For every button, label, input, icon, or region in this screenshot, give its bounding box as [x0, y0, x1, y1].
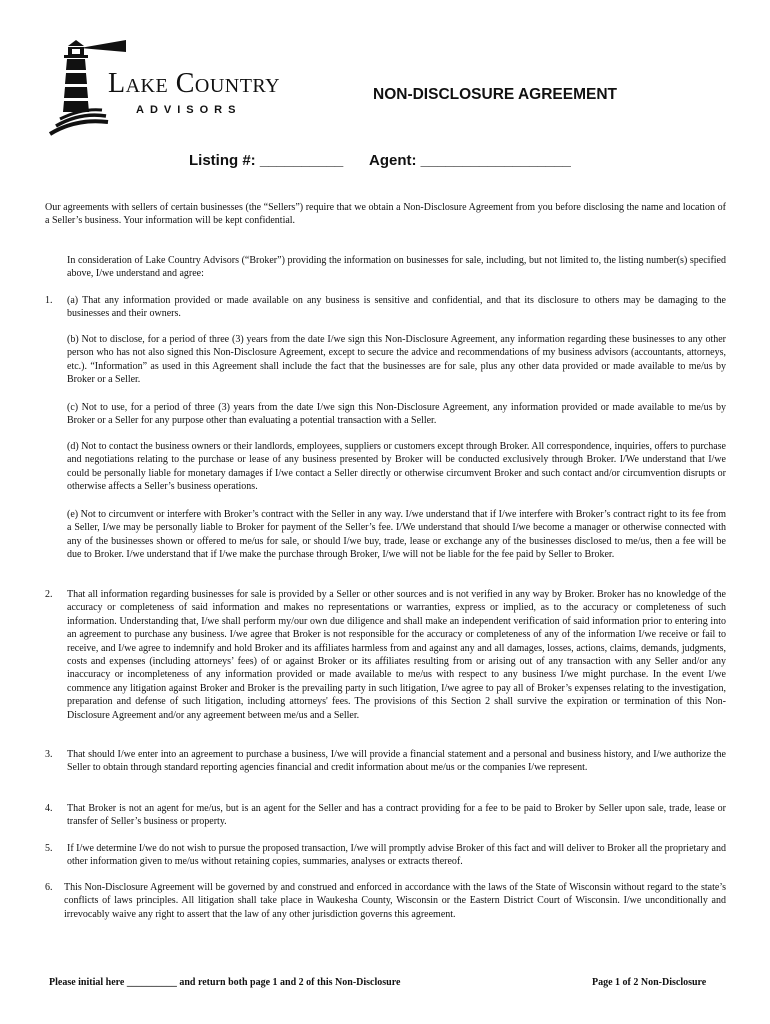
clause-1b: (b) Not to disclose, for a period of three (3) years from the date I/we sign this Non-Disclosure Agreement, any information regarding these businesses to any other person who has not also signed this Non-Disclosure Agreement, except to secure the advice and recommendations of my business advisors (accountants, attorneys, etc.). “Information” as used in this Agreement shall include the fact that the businesses are for sale, plus any other data provided or made available to me/us by Broker or a Seller. [67, 334, 726, 386]
clause-number-6: 6. [45, 882, 53, 893]
clause-number-4: 4. [45, 803, 53, 814]
logo-name: Lake Country [108, 68, 281, 99]
clause-1d: (d) Not to contact the business owners or their landlords, employees, suppliers or customers except through Broker. All correspondence, inquiries, offers to purchase and negotiations relating to the purchase or lease of any business presented by Broker will be conducted exclusively through Broker. I/We understand that I/we could be personally liable for monetary damages if I/we contact a Seller directly or otherwise circumvent Broker and such contact and/or circumvention disrupts or otherwise affects a Seller’s business operations. [67, 441, 726, 493]
logo-subtitle: ADVISORS [136, 104, 242, 116]
clause-number-2: 2. [45, 589, 53, 600]
document-title: NON-DISCLOSURE AGREEMENT [373, 86, 617, 103]
company-logo [46, 38, 281, 138]
clause-number-3: 3. [45, 749, 53, 760]
clause-number-5: 5. [45, 843, 53, 854]
intro-paragraph: Our agreements with sellers of certain businesses (the “Sellers”) require that we obtain a Non-Disclosure Agreement from you before disclosing the name and location of a Seller’s business. Your information will be kept confidential. [45, 202, 726, 227]
listing-field: Listing #: __________ [189, 152, 344, 169]
clause-4: That Broker is not an agent for me/us, but is an agent for the Seller and has a contract providing for a fee to be paid to Broker by Seller upon sale, trade, lease or transfer of Seller’s business or property. [67, 803, 726, 828]
footer-page-number: Page 1 of 2 Non-Disclosure [592, 977, 707, 988]
consideration-paragraph: In consideration of Lake Country Advisors (“Broker”) providing the information on businesses for sale, including, but not limited to, the listing number(s) specified above, I/we understand and agree: [67, 255, 726, 280]
clause-3: That should I/we enter into an agreement to purchase a business, I/we will provide a financial statement and a personal and business history, and I/we authorize the Seller to obtain through standard reporting agencies financial and credit information about me/us or the companies I/we represent. [67, 749, 726, 774]
clause-1c: (c) Not to use, for a period of three (3) years from the date I/we sign this Non-Disclosure Agreement, any information provided or made available to me/us by Broker or a Seller for any purpose other than evaluating a potential transaction with a Seller. [67, 402, 726, 427]
footer-initial-instruction: Please initial here __________ and return both page 1 and 2 of this Non-Disclosure [49, 977, 401, 988]
clause-number-1: 1. [45, 295, 53, 306]
agent-field: Agent: __________________ [369, 152, 571, 169]
clause-6: This Non-Disclosure Agreement will be governed by and construed and enforced in accordance with the laws of the State of Wisconsin without regard to the state’s conflicts of laws principles. All litigation shall take place in Waukesha County, Wisconsin or the Eastern District Court of Wisconsin. I/we unconditionally and irrevocably waive any right to assert that the law of any other jurisdiction governs this agreement. [64, 882, 726, 920]
clause-2: That all information regarding businesses for sale is provided by a Seller or other sources and is not verified in any way by Broker. Broker has no knowledge of the accuracy or completeness of said information and makes no representations or warranties, express or implied, as to the accuracy or completeness of such information. Understanding that, I/we shall perform my/our own due diligence and shall make an independent verification of said information prior to entering into an agreement to purchase any business. I/we agree that Broker is not responsible for the accuracy or completeness of any of the information I/we receive or fail to receive, and I/we agree to indemnify and hold Broker and its affiliates harmless from and against any and all damages, losses, actions, claims, demands, judgments, costs and expenses (including attorneys’ fees) of or against Broker or its affiliates resulting from or arising out of any transaction with any Seller and/or any inaccuracy or incompleteness of any information provided or made available to me/us with respect to any business I/we might purchase. In the event I/we commence any litigation against Broker and Broker is the prevailing party in such litigation, I/we agree to pay all of Broker’s expenses relating to the investigation, preparation and defense of such litigation, including attorneys' fees. The provisions of this Section 2 shall survive the expiration or termination of this Non-Disclosure Agreement and/or any agreement between me/us and a Seller. [67, 589, 726, 721]
clause-1e: (e) Not to circumvent or interfere with Broker’s contract with the Seller in any way. I/we understand that if I/we interfere with Broker’s contract right to its fee from a Seller, I/we may be personally liable to Broker for payment of the Seller’s fee. I/We understand that should I/we become a manager or otherwise connected with any of the businesses shown or offered to me/us for sale, or should I/we buy, trade, lease or exchange any of the businesses disclosed to me/us, then a fee will be due to Broker. I/we understand that if I/we make the purchase through Broker, I/we will not be liable for the fee paid by Seller to Broker. [67, 509, 726, 561]
clause-1a: (a) That any information provided or made available on any business is sensitive and confidential, and that its disclosure to others may be damaging to the businesses and their owners. [67, 295, 726, 320]
clause-5: If I/we determine I/we do not wish to pursue the proposed transaction, I/we will promptly advise Broker of this fact and will deliver to Broker all the proprietary and other information given to me/us without retaining copies, summaries, analyses or extracts thereof. [67, 843, 726, 868]
